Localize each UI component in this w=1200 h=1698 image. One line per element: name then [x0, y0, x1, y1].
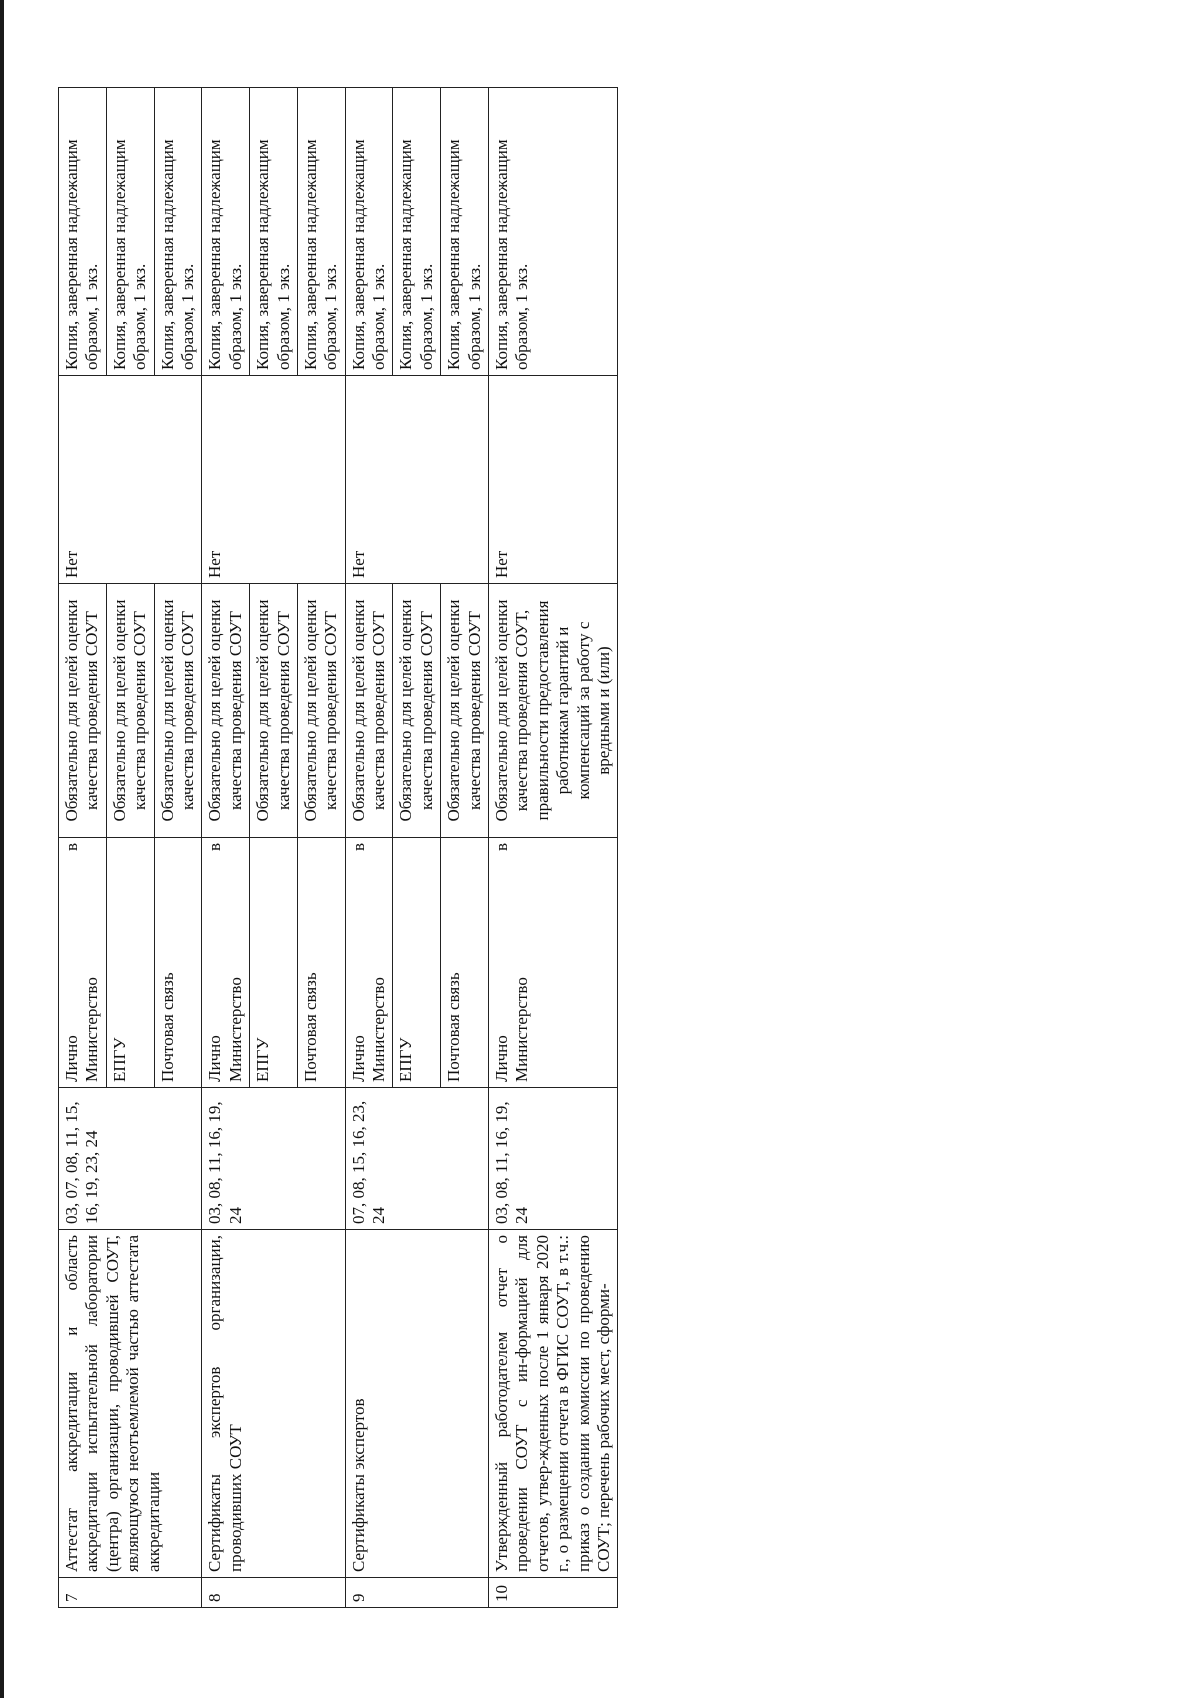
row-number-cell-text: 10: [492, 1585, 512, 1602]
purpose-cell-text: Обязательно для целей оценки качества проведения СОУТ: [109, 599, 150, 822]
submission-method-preposition: в: [492, 843, 512, 852]
codes-cell-text: 03, 07, 08, 11, 15, 16, 19, 23, 24: [62, 1101, 102, 1224]
purpose-cell-text: Обязательно для целей оценки качества проведения СОУТ: [205, 599, 245, 822]
row-number-cell-text: 7: [62, 1593, 81, 1602]
submission-method-cell: [202, 838, 250, 1088]
row-number-cell: [345, 1578, 488, 1608]
submission-method-preposition: в: [62, 843, 81, 852]
documents-table-body: [59, 88, 618, 1608]
purpose-cell: [297, 584, 345, 838]
optional-cell: [59, 376, 202, 584]
row-number-cell-text: 8: [205, 1593, 225, 1602]
purpose-cell-text: Обязательно для целей оценки качества проведения СОУТ: [444, 599, 484, 822]
document-form-cell: [202, 88, 250, 376]
document-name-cell: [202, 1230, 345, 1578]
submission-method-label: Лично: [348, 1035, 368, 1082]
table-row: [489, 88, 618, 1608]
submission-method-destination: Министерство: [512, 977, 532, 1082]
codes-cell: [202, 1088, 345, 1230]
purpose-cell-text: Обязательно для целей оценки качества проведения СОУТ: [253, 599, 293, 822]
codes-cell: [59, 1088, 202, 1230]
optional-cell-text: Нет: [492, 550, 512, 578]
submission-method-label: Лично: [205, 1035, 225, 1082]
submission-method-cell: [59, 838, 107, 1088]
purpose-cell: [59, 584, 107, 838]
purpose-cell: [250, 584, 298, 838]
document-name-cell: [59, 1230, 202, 1578]
submission-method-line: [444, 843, 464, 1082]
submission-method-label: ЕПГУ: [396, 1037, 416, 1082]
document-form-cell: [489, 88, 618, 376]
submission-method-line: [396, 843, 416, 1082]
optional-cell-text: Нет: [348, 550, 368, 578]
optional-cell-text: Нет: [62, 550, 81, 578]
document-form-cell: [106, 88, 154, 376]
submission-method-label: Лично: [492, 1035, 512, 1082]
document-form-cell: [345, 88, 393, 376]
document-name-cell-text: Аттестат аккредитации и область аккредитации испытательной лаборатории (центра) организации, проводившей СОУТ, являющуюся неотъемлемой частью аттестата аккредитации: [62, 1235, 163, 1572]
submission-method-cell: [345, 838, 393, 1088]
purpose-cell: [441, 584, 489, 838]
submission-method-destination: Министерство: [369, 977, 389, 1082]
codes-cell-text: 03, 08, 11, 16, 19, 24: [492, 1101, 532, 1224]
document-form-cell: [250, 88, 298, 376]
document-name-cell: [345, 1230, 488, 1578]
submission-method-label: ЕПГУ: [253, 1037, 273, 1082]
submission-method-line: [110, 843, 130, 1082]
purpose-cell-text: Обязательно для целей оценки качества проведения СОУТ: [300, 599, 341, 822]
document-form-cell: [154, 88, 202, 376]
submission-method-preposition: в: [205, 843, 225, 852]
submission-method-line: [349, 843, 369, 1082]
submission-method-cell: [441, 838, 489, 1088]
submission-method-cell: [393, 838, 441, 1088]
optional-cell-text: Нет: [205, 550, 225, 578]
document-form-cell: [297, 88, 345, 376]
submission-method-preposition: в: [348, 843, 368, 852]
document-form-cell-text: Копия, заверенная надлежащим образом, 1 экз.: [300, 139, 341, 370]
codes-cell-text: 07, 08, 15, 16, 23, 24: [348, 1100, 389, 1224]
document-name-cell-text: Утвержденный работодателем отчет о проведении СОУТ с ин-формацией для отчетов, утвер-жденных после 1 января 2020 г., о размещении отчета в ФГИС СОУТ, в т.ч.: приказ о создании комиссии по проведению СОУТ; перечень рабочих мест, сформи-: [492, 1235, 613, 1572]
purpose-cell: [489, 584, 618, 838]
purpose-cell-text: Обязательно для целей оценки качества проведения СОУТ: [396, 599, 436, 822]
document-form-cell: [59, 88, 107, 376]
document-name-cell: [489, 1230, 618, 1578]
submission-method-label: Почтовая связь: [300, 972, 320, 1082]
optional-cell: [345, 376, 488, 584]
submission-method-label: Лично: [62, 1035, 81, 1082]
submission-method-label: Почтовая связь: [444, 972, 464, 1082]
row-number-cell-text: 9: [348, 1593, 368, 1602]
row-number-cell: [202, 1578, 345, 1608]
purpose-cell-text: Обязательно для целей оценки качества проведения СОУТ: [348, 599, 389, 822]
purpose-cell: [154, 584, 202, 838]
purpose-cell: [106, 584, 154, 838]
row-number-cell: [59, 1578, 202, 1608]
optional-cell: [489, 376, 618, 584]
document-form-cell-text: Копия, заверенная надлежащим образом, 1 экз.: [253, 139, 293, 370]
table-row: [202, 88, 250, 1608]
codes-cell: [489, 1088, 618, 1230]
document-form-cell-text: Копия, заверенная надлежащим образом, 1 экз.: [396, 139, 436, 370]
purpose-cell-text: Обязательно для целей оценки качества проведения СОУТ: [157, 599, 197, 822]
submission-method-cell: [106, 838, 154, 1088]
document-form-cell-text: Копия, заверенная надлежащим образом, 1 экз.: [62, 139, 102, 370]
optional-cell: [202, 376, 345, 584]
submission-method-line: [158, 843, 178, 1082]
document-name-cell-text: Сертификаты экспертов: [348, 1398, 368, 1572]
purpose-cell: [393, 584, 441, 838]
document-form-cell-text: Копия, заверенная надлежащим образом, 1 экз.: [492, 139, 532, 370]
rotated-page: [58, 88, 1058, 1608]
document-form-cell-text: Копия, заверенная надлежащим образом, 1 экз.: [444, 139, 484, 370]
document-form-cell: [441, 88, 489, 376]
table-row: [59, 88, 107, 1608]
document-form-cell-text: Копия, заверенная надлежащим образом, 1 экз.: [109, 139, 150, 370]
document-form-cell-text: Копия, заверенная надлежащим образом, 1 экз.: [157, 139, 197, 370]
documents-table: [58, 87, 618, 1608]
submission-method-label: ЕПГУ: [109, 1037, 129, 1082]
row-number-cell: [489, 1578, 618, 1608]
submission-method-line: [205, 843, 225, 1082]
purpose-cell-text: Обязательно для целей оценки качества проведения СОУТ, правильности предоставления работникам гарантий и компенсаций за работу с вредными и (или): [492, 599, 613, 822]
purpose-cell: [202, 584, 250, 838]
document-form-cell-text: Копия, заверенная надлежащим образом, 1 экз.: [205, 139, 245, 370]
submission-method-cell: [250, 838, 298, 1088]
document-form-cell: [393, 88, 441, 376]
submission-method-destination: Министерство: [82, 977, 102, 1082]
binding-edge: [0, 0, 4, 1698]
submission-method-cell: [489, 838, 618, 1088]
codes-cell-text: 03, 08, 11, 16, 19, 24: [205, 1101, 245, 1224]
purpose-cell: [345, 584, 393, 838]
purpose-cell-text: Обязательно для целей оценки качества проведения СОУТ: [62, 599, 102, 822]
submission-method-line: [301, 843, 321, 1082]
submission-method-destination: Министерство: [225, 977, 245, 1082]
codes-cell: [345, 1088, 488, 1230]
table-row: [345, 88, 393, 1608]
submission-method-line: [62, 843, 82, 1082]
submission-method-line: [492, 843, 512, 1082]
document-name-cell-text: Сертификаты экспертов организации, проводивших СОУТ: [205, 1235, 245, 1572]
submission-method-line: [253, 843, 273, 1082]
submission-method-cell: [297, 838, 345, 1088]
document-form-cell-text: Копия, заверенная надлежащим образом, 1 экз.: [348, 139, 389, 370]
submission-method-cell: [154, 838, 202, 1088]
submission-method-label: Почтовая связь: [157, 972, 177, 1082]
